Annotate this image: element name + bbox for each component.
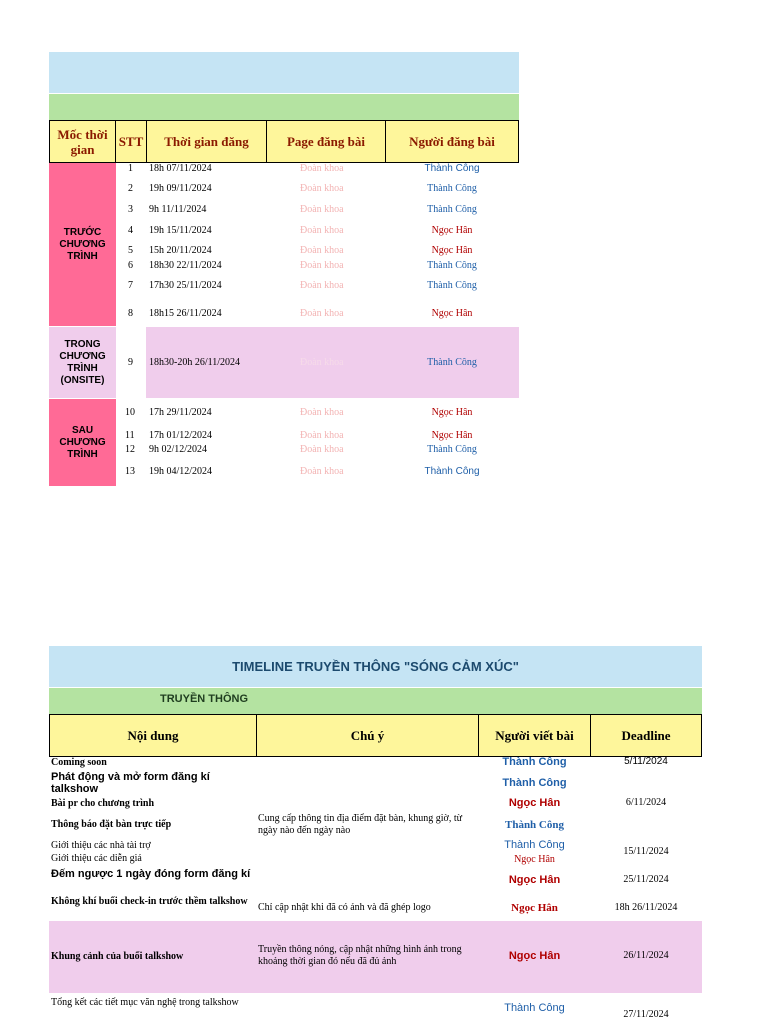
writer-cell: Thành Công: [504, 839, 565, 851]
writer-cell: Ngọc Hân: [514, 854, 555, 865]
person-cell: Thành Công: [427, 260, 477, 271]
phase-onsite: TRONG CHƯƠNG TRÌNH (ONSITE): [49, 327, 116, 398]
person-cell: Thành Công: [424, 163, 480, 174]
time-cell: 17h30 25/11/2024: [149, 280, 222, 291]
deadline-cell: 18h 26/11/2024: [614, 902, 678, 913]
stt-cell: 8: [128, 308, 133, 319]
table1-header-time: Thời gian đăng: [146, 120, 267, 163]
person-cell: Ngọc Hân: [431, 225, 473, 236]
stt-cell: 13: [125, 466, 135, 477]
deadline-cell: 25/11/2024: [623, 874, 669, 885]
phase-before: TRƯỚC CHƯƠNG TRÌNH: [49, 163, 116, 326]
content-cell: Giới thiệu các diễn giả: [51, 853, 142, 864]
page-cell: Đoàn khoa: [300, 308, 344, 319]
table1-header-person: Người đăng bài: [385, 120, 519, 163]
content-cell: Coming soon: [51, 757, 107, 768]
person-cell: Thành Công: [427, 204, 477, 215]
table2-header-deadline: Deadline: [590, 714, 702, 757]
time-cell: 18h30 22/11/2024: [149, 260, 222, 271]
writer-cell: Ngọc Hân: [511, 902, 558, 914]
content-cell: Giới thiệu các nhà tài trợ: [51, 840, 151, 851]
page-cell: Đoàn khoa: [300, 407, 344, 418]
content-cell: Khung cảnh của buổi talkshow: [51, 951, 184, 962]
person-cell: Ngọc Hân: [431, 430, 473, 441]
page-cell: Đoàn khoa: [300, 280, 344, 291]
writer-cell: Thành Công: [504, 819, 564, 831]
stt-cell: 2: [128, 183, 133, 194]
stt-cell: 11: [125, 430, 135, 441]
phase-after: SAU CHƯƠNG TRÌNH: [49, 399, 116, 486]
deadline-cell: 15/11/2024: [623, 846, 669, 857]
page-cell: Đoàn khoa: [300, 430, 344, 441]
page-cell: Đoàn khoa: [300, 357, 344, 368]
deadline-cell: 6/11/2024: [625, 797, 667, 808]
person-cell: Ngọc Hân: [431, 245, 473, 256]
deadline-cell: 26/11/2024: [623, 950, 669, 961]
table1-header-page: Page đăng bài: [266, 120, 386, 163]
content-cell: Thông báo đặt bàn trực tiếp: [51, 819, 172, 830]
page-cell: Đoàn khoa: [300, 444, 344, 455]
page-cell: Đoàn khoa: [300, 260, 344, 271]
time-cell: 19h 09/11/2024: [149, 183, 212, 194]
content-cell: Không khí buổi check-in trước thềm talkshow: [51, 896, 248, 907]
time-cell: 17h 29/11/2024: [149, 407, 212, 418]
table2-header-note: Chú ý: [256, 714, 479, 757]
stt-cell: 4: [128, 225, 133, 236]
stt-cell: 6: [128, 260, 133, 271]
writer-cell: Ngọc Hân: [508, 874, 561, 886]
stt-cell: 1: [128, 163, 133, 174]
note-cell: Chỉ cập nhật khi đã có ảnh và đã ghép logo: [258, 902, 431, 913]
table2-header-content: Nội dung: [49, 714, 257, 757]
person-cell: Thành Công: [427, 357, 477, 368]
note-cell: Truyền thông nóng, cập nhật những hình ảnh trong khoảng thời gian đó nếu đã đủ ảnh: [258, 944, 462, 967]
note-cell: Cung cấp thông tin địa điểm đặt bàn, khung giờ, từ ngày nào đến ngày nào: [258, 813, 463, 836]
writer-cell: Thành Công: [504, 1002, 565, 1014]
deadline-cell: 5/11/2024: [624, 756, 668, 767]
person-cell: Thành Công: [427, 183, 477, 194]
time-cell: 15h 20/11/2024: [149, 245, 212, 256]
time-cell: 9h 02/12/2024: [149, 444, 208, 455]
page-cell: Đoàn khoa: [300, 466, 344, 477]
time-cell: 18h30-20h 26/11/2024: [149, 357, 241, 368]
content-cell: Đếm ngược 1 ngày đóng form đăng kí: [51, 868, 251, 880]
stt-cell: 7: [128, 280, 133, 291]
page-cell: Đoàn khoa: [300, 183, 344, 194]
table2-title: TIMELINE TRUYỀN THÔNG "SÓNG CẢM XÚC": [49, 646, 702, 687]
person-cell: Thành Công: [427, 280, 477, 291]
stt-cell: 5: [128, 245, 133, 256]
stt-cell: 9: [128, 357, 133, 368]
time-cell: 17h 01/12/2024: [149, 430, 213, 441]
writer-cell: Ngọc Hân: [508, 950, 561, 962]
person-cell: Thành Công: [424, 466, 480, 477]
page-cell: Đoàn khoa: [300, 245, 344, 256]
stt-cell: 3: [128, 204, 133, 215]
time-cell: 18h15 26/11/2024: [149, 308, 222, 319]
person-cell: Ngọc Hân: [431, 407, 473, 418]
table1-section-band: [49, 94, 519, 120]
page-cell: Đoàn khoa: [300, 225, 344, 236]
time-cell: 18h 07/11/2024: [149, 163, 212, 174]
table2-section-band: [49, 688, 702, 714]
time-cell: 19h 15/11/2024: [149, 225, 212, 236]
time-cell: 9h 11/11/2024: [149, 204, 207, 215]
stt-cell: 10: [125, 407, 135, 418]
stt-cell: 12: [125, 444, 135, 455]
content-cell: Phát động và mở form đăng kí talkshow: [51, 771, 210, 795]
person-cell: Ngọc Hân: [431, 308, 473, 319]
page-cell: Đoàn khoa: [300, 163, 344, 174]
writer-cell: Thành Công: [502, 777, 567, 789]
page-cell: Đoàn khoa: [300, 204, 344, 215]
writer-cell: Ngọc Hân: [508, 797, 561, 809]
table2-header-writer: Người viết bài: [478, 714, 591, 757]
writer-cell: Thành Công: [502, 756, 567, 768]
table2-section-label: TRUYỀN THÔNG: [160, 693, 248, 705]
table1-title-band: [49, 52, 519, 93]
time-cell: 19h 04/12/2024: [149, 466, 213, 477]
content-cell: Bài pr cho chương trình: [51, 798, 155, 809]
table1-header-stt: STT: [115, 120, 147, 163]
content-cell: Tổng kết các tiết mục văn nghệ trong talkshow: [51, 997, 239, 1008]
deadline-cell: 27/11/2024: [623, 1009, 669, 1020]
table1-header-phase: Mốc thời gian: [49, 120, 116, 163]
person-cell: Thành Công: [427, 444, 477, 455]
